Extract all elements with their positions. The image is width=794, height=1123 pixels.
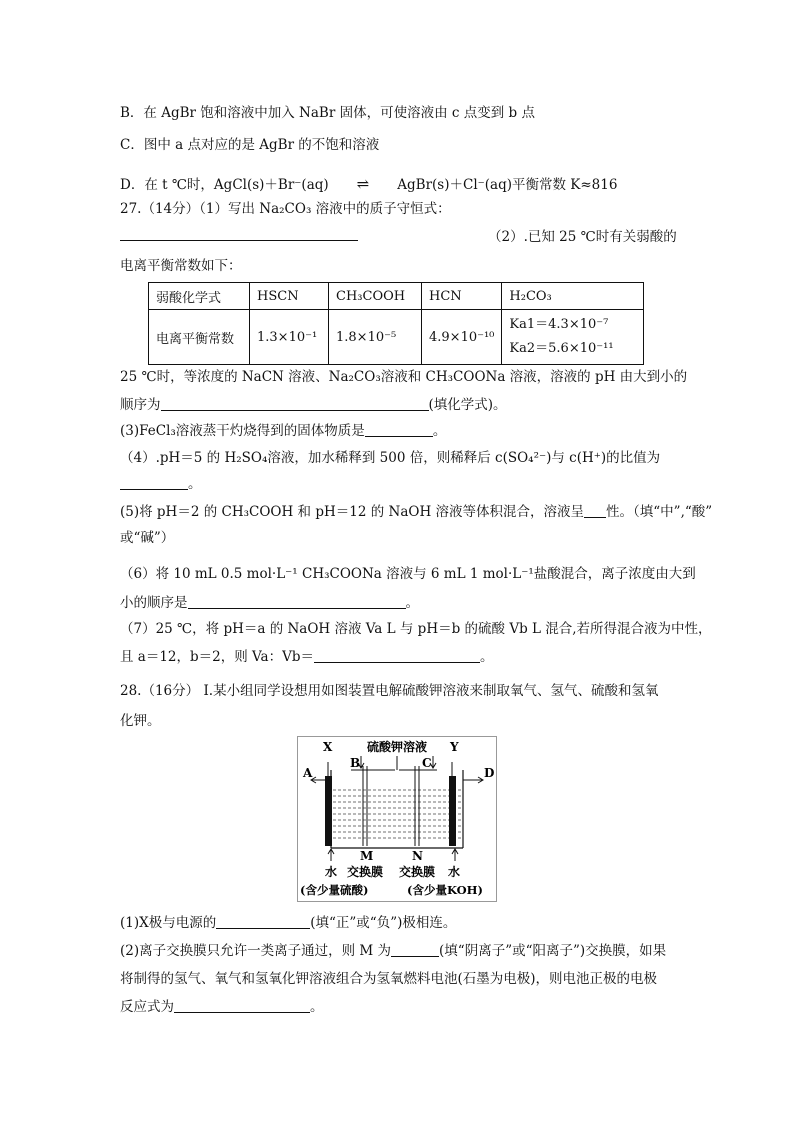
ka1-value: Ka1＝4.3×10⁻⁷ [509, 317, 609, 332]
label-y: Y [450, 740, 459, 754]
q27-5-post: 性。（填“中”,“酸” [606, 504, 713, 520]
q27-4-post: 。 [188, 476, 202, 492]
electrode-x [325, 776, 332, 846]
q27-order-b-pre: 顺序为 [120, 397, 161, 413]
answer-blank-28-3[interactable] [174, 998, 310, 1013]
label-m-membrane: 交换膜 [346, 865, 384, 879]
table-cell: 4.9×10⁻¹⁰ [422, 310, 502, 365]
q27-order-a: 25 ℃时，等浓度的 NaCN 溶液、Na₂CO₃溶液和 CH₃COONa 溶液，溶液的 pH 由大到小的 [120, 369, 688, 385]
q27-6-a: （6）将 10 mL 0.5 mol·L⁻¹ CH₃COONa 溶液与 6 mL 1 mol·L⁻¹盐酸混合，离子浓度由大到 [120, 566, 696, 582]
q28-2-b: 将制得的氢气、氧气和氢氧化钾溶液组合为氢氧燃料电池(石墨为电极)，则电池正极的电极 [120, 971, 658, 987]
q28-2-c-pre: 反应式为 [120, 999, 174, 1015]
answer-blank-27-1[interactable] [120, 226, 358, 241]
q27-7-b-pre: 且 a＝12，b＝2，则 Va：Vb＝ [120, 649, 314, 665]
q28-head-b: 化钾。 [120, 713, 161, 729]
q27-4-b [120, 475, 202, 493]
table-header: CH₃COOH [329, 283, 422, 310]
q27-6-b-pre: 小的顺序是 [120, 595, 188, 611]
ionization-constant-table [148, 282, 644, 365]
q28-2-a-pre: (2)离子交换膜只允许一类离子通过，则 M 为 [120, 943, 392, 959]
option-c: C．图中 a 点对应的是 AgBr 的不饱和溶液 [120, 137, 380, 153]
table-header: HCN [422, 283, 502, 310]
label-b: B [350, 756, 361, 770]
q28-1-post: (填“正”或“负”)极相连。 [310, 915, 457, 931]
label-n-membrane: 交换膜 [398, 865, 436, 879]
q27-head: 27.（14分）（1）写出 Na₂CO₃ 溶液中的质子守恒式： [120, 201, 451, 217]
electrolysis-apparatus-figure [297, 736, 497, 902]
q28-2-a-post: (填“阴离子”或“阳离子”)交换膜，如果 [439, 943, 667, 959]
q28-2-c-post: 。 [310, 999, 324, 1015]
q27-7-b [120, 648, 494, 666]
label-water-left: 水 [325, 865, 338, 879]
q27-3-post: 。 [432, 423, 447, 439]
option-d [120, 175, 617, 194]
answer-blank-27-6[interactable] [188, 594, 406, 609]
q27-2-b: 电离平衡常数如下： [120, 258, 242, 274]
label-n: N [412, 849, 423, 863]
q27-4-a: （4）.pH＝5 的 H₂SO₄溶液，加水稀释到 500 倍，则稀释后 c(SO₄²⁻)与 c(H⁺)的比值为 [120, 450, 661, 466]
q27-order-b-post: (填化学式)。 [428, 397, 507, 413]
q28-2-a [120, 942, 666, 960]
q27-2-a: （2）.已知 25 ℃时有关弱酸的 [488, 229, 677, 245]
label-d: D [484, 766, 495, 780]
answer-blank-27-5[interactable] [584, 503, 606, 518]
q28-1-pre: (1)X极与电源的 [120, 915, 217, 931]
table-cell-ka [502, 310, 644, 365]
electrode-y [449, 776, 456, 846]
ka2-value: Ka2＝5.6×10⁻¹¹ [509, 341, 614, 356]
table-row [149, 310, 644, 365]
q27-5-pre: (5)将 pH＝2 的 CH₃COOH 和 pH＝12 的 NaOH 溶液等体积混合，溶液呈 [120, 504, 585, 520]
table-header: 弱酸化学式 [149, 283, 250, 310]
table-cell: 1.3×10⁻¹ [250, 310, 329, 365]
q27-order-b [120, 396, 507, 414]
q28-1 [120, 914, 456, 932]
table-cell: 1.8×10⁻⁵ [329, 310, 422, 365]
label-a: A [303, 766, 313, 780]
q28-2-c [120, 998, 324, 1016]
answer-blank-27-2[interactable] [161, 396, 429, 411]
label-water-right: 水 [448, 865, 461, 879]
table-header-row [149, 283, 644, 310]
answer-blank-28-1[interactable] [216, 914, 310, 929]
label-x: X [323, 740, 333, 754]
q27-6-b-post: 。 [405, 595, 419, 611]
label-c: C [422, 756, 432, 770]
table-header: HSCN [250, 283, 329, 310]
equilibrium-arrow: ⇌ [356, 175, 370, 193]
option-d-post: AgBr(s)＋Cl⁻(aq)平衡常数 K≈816 [397, 177, 618, 193]
label-m: M [360, 849, 374, 863]
table-row-label: 电离平衡常数 [149, 310, 250, 365]
q27-3-pre: (3)FeCl₃溶液蒸干灼烧得到的固体物质是 [120, 423, 365, 439]
answer-blank-27-4[interactable] [120, 475, 188, 490]
label-k2so4: 硫酸钾溶液 [366, 740, 428, 754]
answer-blank-28-2[interactable] [391, 942, 439, 957]
label-note-left: (含少量硫酸) [300, 883, 369, 897]
q28-head-a: 28.（16分） Ⅰ.某小组同学设想用如图装置电解硫酸钾溶液来制取氧气、氢气、硫酸和氢氧 [120, 683, 659, 699]
table-header: H₂CO₃ [502, 283, 644, 310]
answer-blank-27-3[interactable] [365, 422, 433, 437]
q27-5-b: 或“碱”） [120, 530, 175, 546]
answer-blank-27-7[interactable] [314, 648, 480, 663]
option-d-pre: D．在 t ℃时，AgCl(s)＋Br⁻(aq) [120, 177, 329, 193]
label-note-right: (含少量KOH) [407, 883, 483, 897]
q27-6-b [120, 594, 419, 612]
q27-7-a: （7）25 ℃，将 pH＝a 的 NaOH 溶液 Va L 与 pH＝b 的硫酸 Vb L 混合,若所得混合液为中性， [120, 621, 712, 637]
option-b: B．在 AgBr 饱和溶液中加入 NaBr 固体，可使溶液由 c 点变到 b 点 [120, 105, 535, 121]
q27-3 [120, 422, 446, 440]
q27-5 [120, 503, 712, 521]
q27-7-b-post: 。 [480, 649, 494, 665]
